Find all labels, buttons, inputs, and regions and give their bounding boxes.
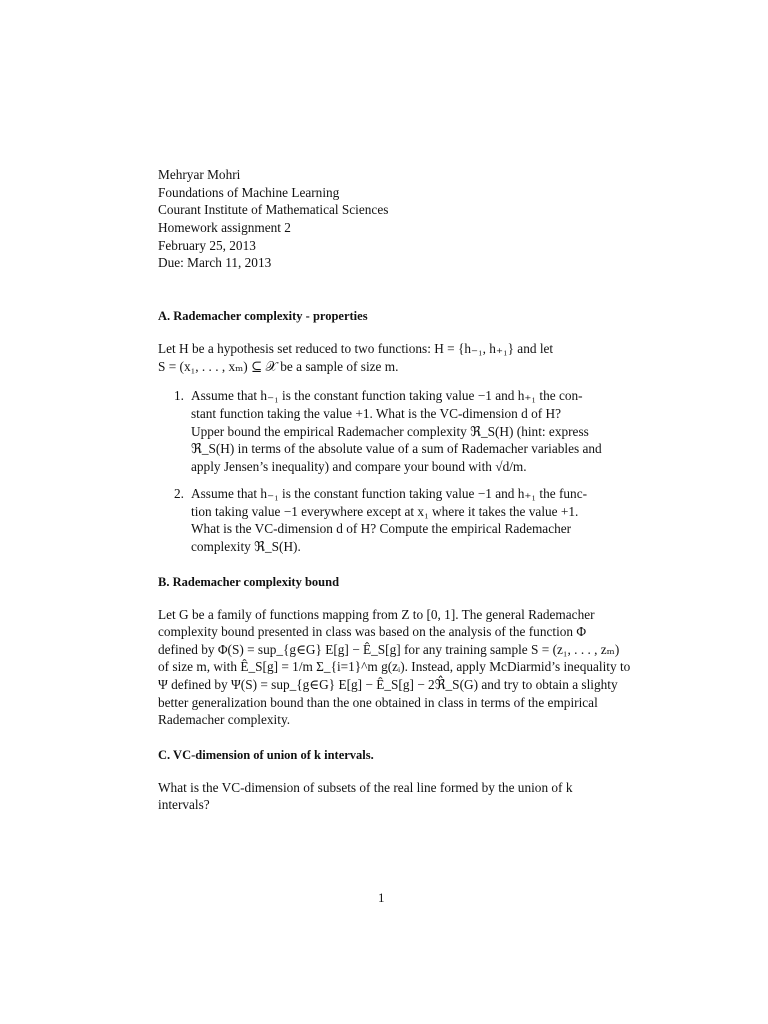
item-2-line: What is the VC-dimension d of H? Compute the empirical Rademacher — [191, 521, 572, 537]
section-a-item-2 — [158, 485, 610, 555]
section-b-line: better generalization bound than the one obtained in class in terms of the empirical — [158, 694, 598, 710]
item-1-line: apply Jensen’s inequality) and compare your bound with √d/m. — [191, 458, 527, 474]
section-a-intro — [158, 340, 610, 375]
item-1-line: ℜ_S(H) in terms of the absolute value of a sum of Rademacher variables and — [191, 441, 602, 457]
course-line: Foundations of Machine Learning — [158, 184, 340, 200]
item-1-line: Assume that h₋₁ is the constant function taking value −1 and h₊₁ the con- — [191, 388, 583, 404]
section-c-paragraph — [158, 779, 610, 814]
item-2-line: tion taking value −1 everywhere except at x₁ where it takes the value +1. — [191, 503, 579, 519]
item-1-line: Upper bound the empirical Rademacher complexity ℜ_S(H) (hint: express — [191, 423, 589, 439]
section-c-title: C. VC-dimension of union of k intervals. — [158, 747, 374, 762]
item-2-number: 2. — [174, 486, 184, 502]
section-a-intro-line-1: Let H be a hypothesis set reduced to two functions: H = {h₋₁, h₊₁} and let — [158, 341, 554, 357]
section-b-line: defined by Φ(S) = sup_{g∈G} E[g] − Ê_S[g] for any training sample S = (z₁, . . . , zₘ) — [158, 641, 620, 657]
section-c-line: What is the VC-dimension of subsets of the real line formed by the union of k — [158, 779, 573, 795]
item-2-line: complexity ℜ_S(H). — [191, 539, 301, 555]
item-1-line: stant function taking the value +1. What is the VC-dimension d of H? — [191, 405, 562, 421]
date-line: February 25, 2013 — [158, 237, 256, 253]
section-b-line: Rademacher complexity. — [158, 712, 291, 728]
section-b-line: Let G be a family of functions mapping from Z to [0, 1]. The general Rademacher — [158, 606, 595, 622]
section-a-item-1 — [158, 387, 610, 475]
header-block — [158, 166, 610, 272]
author-line: Mehryar Mohri — [158, 167, 241, 182]
section-b-line: of size m, with Ê_S[g] = 1/m Σ_{i=1}^m g(zᵢ). Instead, apply McDiarmid’s inequality to — [158, 659, 631, 675]
item-2-line: Assume that h₋₁ is the constant function taking value −1 and h₊₁ the func- — [191, 486, 588, 502]
section-b-line: complexity bound presented in class was based on the analysis of the function Φ — [158, 624, 587, 640]
section-b-paragraph — [158, 606, 631, 729]
section-b-title: B. Rademacher complexity bound — [158, 574, 340, 589]
section-b-line: Ψ defined by Ψ(S) = sup_{g∈G} E[g] − Ê_S[g] − 2ℜ̂_S(G) and try to obtain a slighty — [158, 677, 618, 693]
due-line: Due: March 11, 2013 — [158, 255, 272, 271]
section-a-intro-line-2: S = (x₁, . . . , xₘ) ⊆ 𝒳 be a sample of size m. — [158, 358, 399, 374]
section-a-title: A. Rademacher complexity - properties — [158, 309, 368, 324]
item-1-number: 1. — [174, 388, 184, 404]
assignment-line: Homework assignment 2 — [158, 220, 291, 236]
institute-line: Courant Institute of Mathematical Sciences — [158, 202, 389, 218]
section-c-line: intervals? — [158, 797, 210, 813]
page-number: 1 — [378, 890, 385, 905]
homework-page — [158, 166, 631, 814]
